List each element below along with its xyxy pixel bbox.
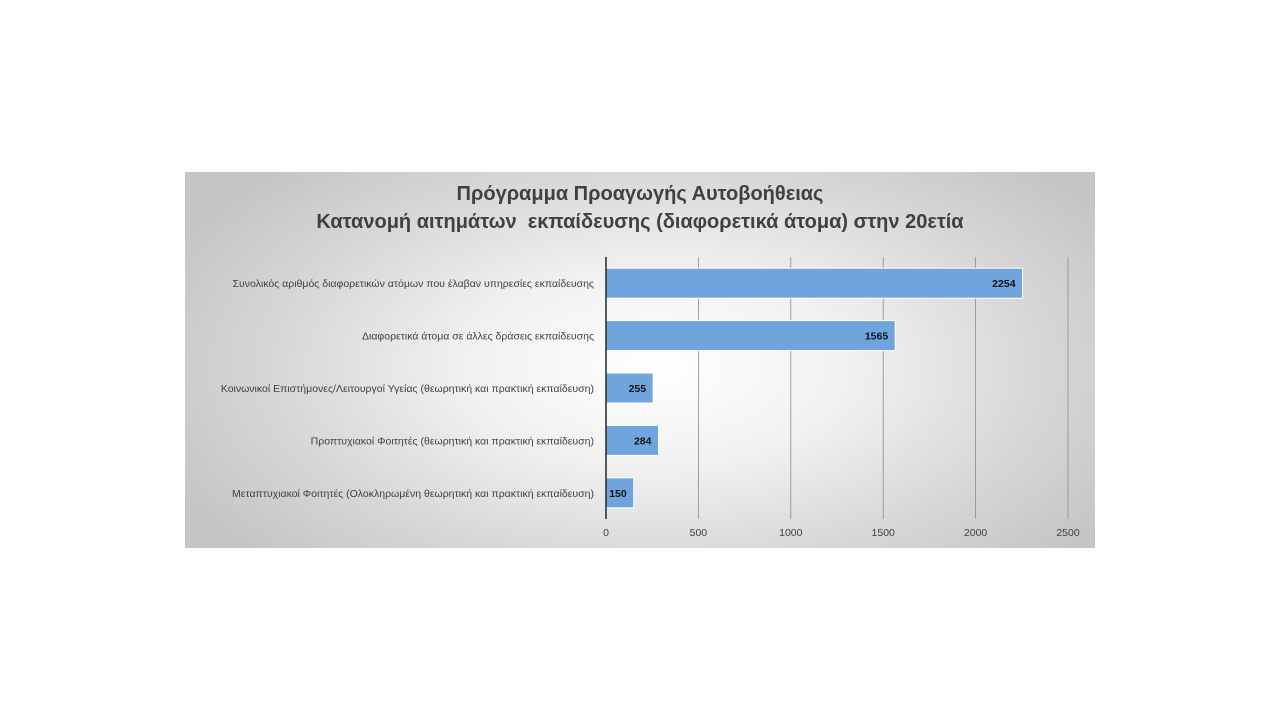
- x-tick-label: 1500: [871, 527, 895, 539]
- bar-chart: [185, 172, 1095, 548]
- x-tick-label: 0: [603, 527, 609, 539]
- category-label: Κοινωνικοί Επιστήμονες/Λειτουργοί Υγείας (θεωρητική και πρακτική εκπαίδευση): [220, 383, 594, 395]
- x-tick-label: 2000: [963, 527, 988, 539]
- category-label: Διαφορετικά άτομα σε άλλες δράσεις εκπαίδευσης: [362, 330, 594, 343]
- data-label: 150: [609, 487, 627, 500]
- bar: [606, 321, 895, 351]
- data-label: 1565: [864, 330, 889, 343]
- data-label: 284: [633, 435, 652, 448]
- data-label: 2254: [992, 278, 1016, 291]
- x-tick-label: 2500: [1056, 527, 1080, 539]
- data-label: 255: [628, 383, 647, 395]
- chart-title-line-2: Κατανομή αιτημάτων εκπαίδευσης (διαφορετικά άτομα) στην 20ετία: [316, 211, 964, 233]
- x-tick-label: 1000: [779, 527, 803, 539]
- category-label: Μεταπτυχιακοί Φοιτητές (Ολοκληρωμένη θεωρητική και πρακτική εκπαίδευση): [232, 487, 594, 500]
- bar: [606, 268, 1023, 298]
- category-label: Συνολικός αριθμός διαφορετικών ατόμων που έλαβαν υπηρεσίες εκπαίδευσης: [232, 278, 594, 291]
- category-label: Προπτυχιακοί Φοιτητές (θεωρητική και πρακτική εκπαίδευση): [310, 435, 594, 448]
- chart-title-line-1: Πρόγραμμα Προαγωγής Αυτοβοήθειας: [456, 183, 824, 205]
- x-tick-label: 500: [689, 527, 708, 539]
- chart-panel: [185, 172, 1095, 548]
